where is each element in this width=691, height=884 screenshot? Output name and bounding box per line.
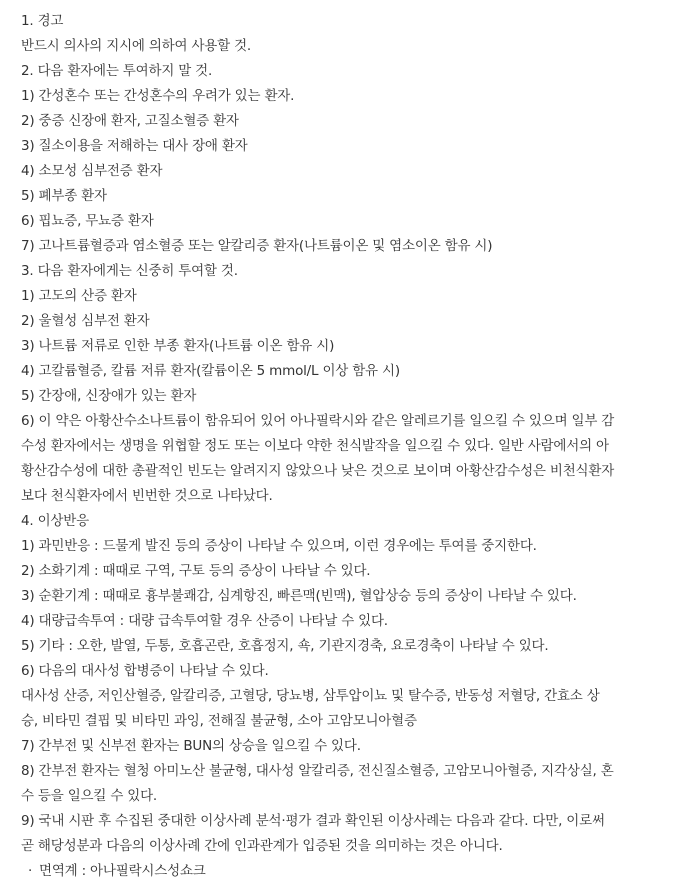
section-heading: 1. 경고 — [21, 13, 64, 29]
bullet-item — [21, 859, 685, 884]
paragraph-line: 곧 해당성분과 다음의 이상사례 간에 인과관계가 입증된 것을 의미하는 것은 아니다. — [21, 838, 503, 854]
bullet-text: 면역계 : 아나필락시스성쇼크 — [39, 863, 206, 879]
list-item: 4) 대량급속투여 : 대량 급속투여할 경우 산증이 나타날 수 있다. — [21, 613, 388, 629]
list-item: 4) 소모성 심부전증 환자 — [21, 163, 163, 179]
list-item: 5) 폐부종 환자 — [21, 188, 107, 204]
list-item: 2) 소화기계 : 때때로 구역, 구토 등의 증상이 나타날 수 있다. — [21, 563, 371, 579]
package-insert-text — [21, 9, 685, 884]
section-heading: 2. 다음 환자에는 투여하지 말 것. — [21, 63, 213, 79]
paragraph-line: 대사성 산증, 저인산혈증, 알칼리증, 고혈당, 당뇨병, 삼투압이뇨 및 탈수증, 반동성 저혈당, 간효소 상 — [21, 688, 600, 704]
list-item: 7) 간부전 및 신부전 환자는 BUN의 상승을 일으킬 수 있다. — [21, 738, 361, 754]
list-item: 3) 질소이용을 저해하는 대사 장애 환자 — [21, 138, 248, 154]
list-item: 2) 울혈성 심부전 환자 — [21, 313, 150, 329]
text-line: 반드시 의사의 지시에 의하여 사용할 것. — [21, 38, 252, 54]
list-item: 2) 중증 신장애 환자, 고질소혈증 환자 — [21, 113, 239, 129]
list-item: 1) 간성혼수 또는 간성혼수의 우려가 있는 환자. — [21, 88, 295, 104]
paragraph-line: 황산감수성에 대한 총괄적인 빈도는 알려지지 않았으나 낮은 것으로 보이며 아황산감수성은 비천식환자 — [21, 463, 615, 479]
list-item: 6) 핍뇨증, 무뇨증 환자 — [21, 213, 154, 229]
list-item: 5) 간장애, 신장애가 있는 환자 — [21, 388, 197, 404]
list-item: 6) 다음의 대사성 합병증이 나타날 수 있다. — [21, 663, 269, 679]
list-item: 5) 기타 : 오한, 발열, 두통, 호흡곤란, 호흡정지, 쇽, 기관지경축, 요로경축이 나타날 수 있다. — [21, 638, 549, 654]
list-item: 1) 과민반응 : 드물게 발진 등의 증상이 나타날 수 있으며, 이런 경우에는 투여를 중지한다. — [21, 538, 537, 554]
section-heading: 4. 이상반응 — [21, 513, 89, 529]
section-heading: 3. 다음 환자에게는 신중히 투여할 것. — [21, 263, 238, 279]
list-item: 4) 고칼륨혈증, 칼륨 저류 환자(칼륨이온 5 mmol/L 이상 함유 시) — [21, 363, 400, 379]
paragraph-line: 9) 국내 시판 후 수집된 중대한 이상사례 분석·평가 결과 확인된 이상사례는 다음과 같다. 다만, 이로써 — [21, 813, 605, 829]
list-item: 7) 고나트륨혈증과 염소혈증 또는 알칼리증 환자(나트륨이온 및 염소이온 함유 시) — [21, 238, 493, 254]
paragraph-line: 수성 환자에서는 생명을 위협할 정도 또는 이보다 약한 천식발작을 일으킬 수 있다. 일반 사람에서의 아 — [21, 438, 609, 454]
bullet-icon: · — [27, 863, 33, 879]
list-item: 1) 고도의 산증 환자 — [21, 288, 137, 304]
paragraph-line: 보다 천식환자에서 빈번한 것으로 나타났다. — [21, 488, 273, 504]
paragraph-line: 수 등을 일으킬 수 있다. — [21, 788, 158, 804]
list-item: 3) 나트륨 저류로 인한 부종 환자(나트륨 이온 함유 시) — [21, 338, 335, 354]
paragraph-line: 8) 간부전 환자는 혈청 아미노산 불균형, 대사성 알칼리증, 전신질소혈증, 고암모니아혈증, 지각상실, 혼 — [21, 763, 614, 779]
paragraph-line: 승, 비타민 결핍 및 비타민 과잉, 전해질 불균형, 소아 고암모니아혈증 — [21, 713, 417, 729]
list-item: 3) 순환기계 : 때때로 흉부불쾌감, 심계항진, 빠른맥(빈맥), 혈압상승 등의 증상이 나타날 수 있다. — [21, 588, 577, 604]
paragraph-line: 6) 이 약은 아황산수소나트륨이 함유되어 있어 아나필락시와 같은 알레르기를 일으킬 수 있으며 일부 감 — [21, 413, 615, 429]
